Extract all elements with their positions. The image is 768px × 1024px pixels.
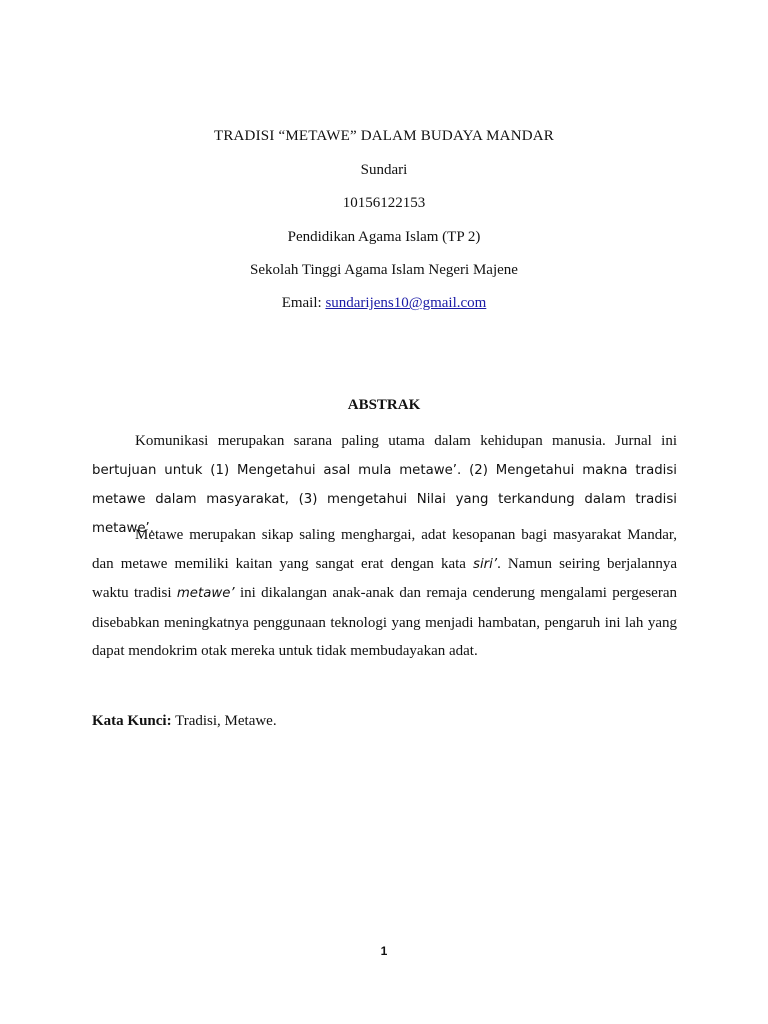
abstract-p2-part-3: ini dikalangan anak-anak dan remaja cenderung mengalami pergeseran disebabkan meningkatnya penggunaan teknologi yang menjadi hambatan, pengaruh ini lah yang dapat mendokrim otak mereka untuk tidak membudayakan adat. [92,585,677,659]
keywords-line [92,711,277,731]
abstract-paragraph-2 [92,521,677,666]
abstract-p2-term-siri: siri’ [473,556,498,572]
abstract-p2-part-2: . Namun seiring berjalannya waktu tradisi [92,555,677,601]
institution-name: Sekolah Tinggi Agama Islam Negeri Majene [250,262,518,278]
author-name: Sundari [360,162,408,178]
abstract-heading: ABSTRAK [347,397,421,413]
page-number: 1 [380,944,388,958]
email-link[interactable]: sundarijens10@gmail.com [325,295,487,311]
abstract-p2-part-1: Metawe merupakan sikap saling menghargai, adat kesopanan bagi masyarakat Mandar, dan metawe memiliki kaitan yang sangat erat dengan kata [92,527,677,572]
email-label: Email: [281,295,326,311]
keywords-value: Tradisi, Metawe. [171,713,277,729]
study-program: Pendidikan Agama Islam (TP 2) [287,229,481,245]
abstract-p1-sentence-1: Komunikasi merupakan sarana paling utama dalam kehidupan manusia. Jurnal ini [135,433,677,449]
student-id: 10156122153 [342,195,426,211]
keywords-label: Kata Kunci: [92,713,172,729]
abstract-p2-term-metawe: metawe’ [176,586,235,601]
abstract-p1-objectives: bertujuan untuk (1) Mengetahui asal mula metawe’. (2) Mengetahui makna tradisi metawe dalam masyarakat, (3) mengetahui Nilai yang terkandung dalam tradisi metawe’. [92,463,677,536]
email-line [0,294,768,312]
paper-title: TRADISI “METAWE” DALAM BUDAYA MANDAR [213,128,555,144]
